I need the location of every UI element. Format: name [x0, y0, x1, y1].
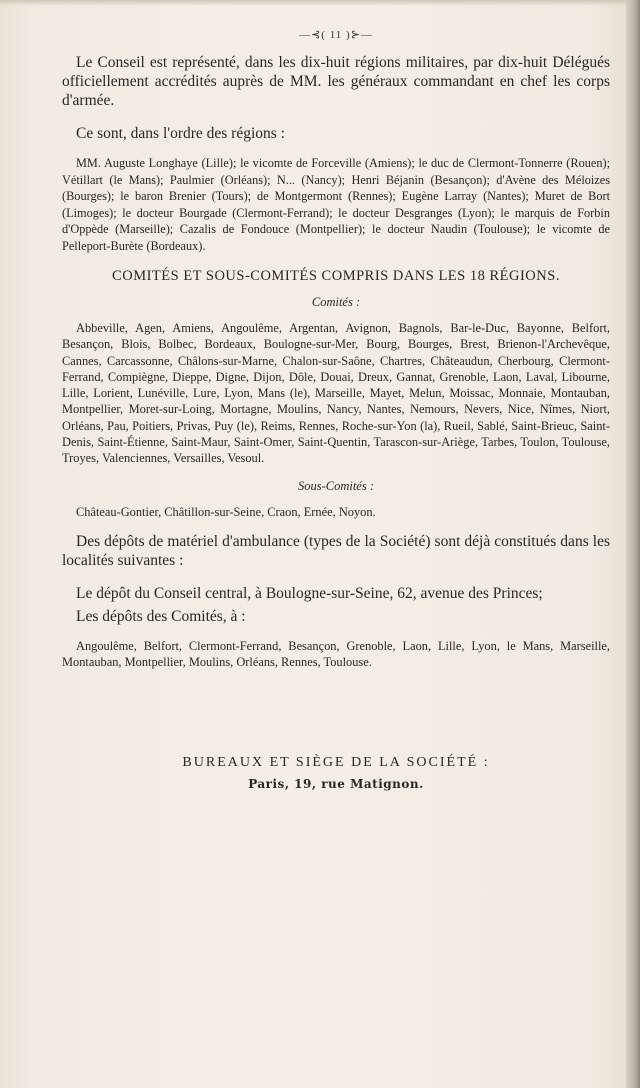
bureaux-heading: BUREAUX ET SIÈGE DE LA SOCIÉTÉ :	[182, 754, 490, 770]
central-depot: Le dépôt du Conseil central, à Boulogne-sur-Seine, 62, avenue des Princes;	[76, 584, 543, 602]
comites-label: Comités :	[311, 295, 361, 309]
intro-paragraph: Le Conseil est représenté, dans les dix-huit régions militaires, par dix-huit Délégués officiellement accrédités auprès de MM. les généraux commandant en chef les corps d'armée.	[62, 54, 610, 109]
sous-comites-label: Sous-Comités :	[297, 478, 375, 493]
regions-intro: Ce sont, dans l'ordre des régions :	[76, 125, 285, 142]
comites-heading: COMITÉS ET SOUS-COMITÉS COMPRIS DANS LES 18 RÉGIONS.	[112, 268, 560, 284]
page-top-shadow	[0, 0, 640, 6]
sous-comites-list: Château-Gontier, Châtillon-sur-Seine, Craon, Ernée, Noyon.	[76, 504, 376, 519]
society-address: Paris, 19, rue Matignon.	[248, 776, 424, 791]
page-number: —⊰( 11 )⊱—	[299, 29, 373, 41]
page-content	[62, 28, 610, 791]
spacer	[62, 683, 610, 755]
depots-list: Angoulême, Belfort, Clermont-Ferrand, Besançon, Grenoble, Laon, Lille, Lyon, le Mans, Marseille, Montauban, Montpellier, Moulins, Orléans, Rennes, Toulouse.	[62, 638, 610, 670]
page-binding-edge	[626, 0, 640, 1088]
comites-list: Abbeville, Agen, Amiens, Angoulême, Argentan, Avignon, Bagnols, Bar-le-Duc, Bayonne, Belfort, Besançon, Blois, Bolbec, Bordeaux, Boulogne-sur-Mer, Bourg, Bourges, Brest, Brienon-l'Archevêque, Cannes, Carcassonne, Châlons-sur-Marne, Chalon-sur-Saône, Chartres, Châteaudun, Cherbourg, Clermont-Ferrand, Compiègne, Dieppe, Digne, Dijon, Dôle, Douai, Dreux, Gannat, Grenoble, Laon, Laval, Libourne, Lille, Lorient, Lunéville, Lure, Lyon, Mans (le), Marseille, Mayet, Melun, Moissac, Monnaie, Montauban, Montpellier, Moret-sur-Loing, Mortagne, Moulins, Nancy, Nantes, Nemours, Nevers, Nice, Nîmes, Niort, Orléans, Pau, Poitiers, Privas, Puy (le), Reims, Rennes, Roche-sur-Yon (la), Rueil, Sablé, Saint-Brieuc, Saint-Denis, Saint-Étienne, Saint-Maur, Saint-Omer, Saint-Quentin, Tarascon-sur-Ariège, Tarbes, Toulon, Toulouse, Troyes, Valenciennes, Versailles, Vesoul.	[62, 321, 610, 466]
committee-depots-intro: Les dépôts des Comités, à :	[76, 607, 246, 625]
depots-intro: Des dépôts de matériel d'ambulance (types de la Société) sont déjà constitués dans les localités suivantes :	[62, 532, 610, 569]
delegates-list: MM. Auguste Longhaye (Lille); le vicomte de Forceville (Amiens); le duc de Clermont-Tonnerre (Rouen); Vétillart (le Mans); Paulmier (Orléans); N... (Nancy); Henri Béjanin (Besançon); d'Avène des Méloizes (Bourges); le baron Brenier (Tours); de Montgermont (Rennes); Eugène Larray (Nantes); Muret de Bort (Limoges); le docteur Bourgade (Clermont-Ferrand); le docteur Desgranges (Lyon); le marquis de Forbin d'Oppède (Marseille); Cazalis de Fondouce (Montpellier); le docteur Naudin (Toulouse); le vicomte de Pelleport-Burète (Bordeaux).	[62, 156, 610, 253]
